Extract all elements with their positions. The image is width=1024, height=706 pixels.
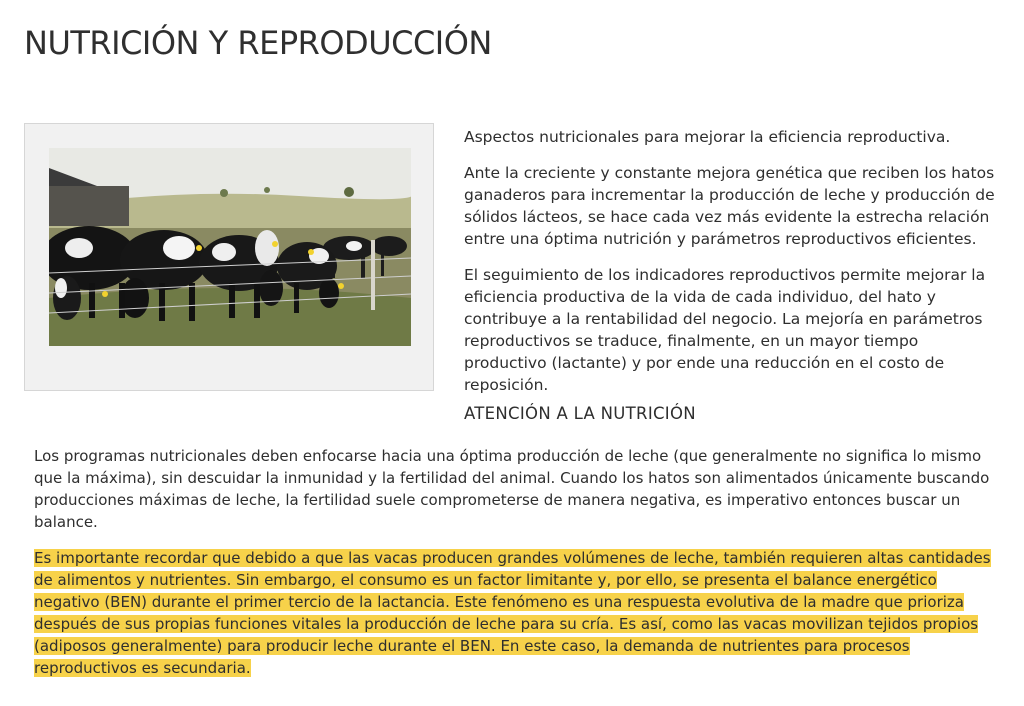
photo-frame	[24, 123, 434, 391]
section-body	[34, 445, 994, 693]
intro-paragraph-1: Ante la creciente y constante mejora genética que reciben los hatos ganaderos para incrementar la producción de leche y producción de sólidos lácteos, se hace cada vez más evidente la estrecha relación entre una óptima nutrición y parámetros reproductivos eficientes.	[464, 164, 995, 248]
section-heading: ATENCIÓN A LA NUTRICIÓN	[464, 404, 696, 423]
highlighted-text: Es importante recordar que debido a que las vacas producen grandes volúmenes de leche, también requieren altas cantidades de alimentos y nutrientes. Sin embargo, el consumo es un factor limitante y, por ello, se presenta el balance energético negativo (BEN) durante el primer tercio de la lactancia. Este fenómeno es una respuesta evolutiva de la madre que prioriza después de sus propias funciones vitales la producción de leche para su cría. Es así, como las vacas movilizan tejidos propios (adiposos generalmente) para producir leche durante el BEN. En este caso, la demanda de nutrientes para procesos reproductivos es secundaria.	[34, 549, 991, 677]
intro-column	[464, 126, 1004, 410]
intro-lead: Aspectos nutricionales para mejorar la eficiencia reproductiva.	[464, 128, 951, 146]
cows-photo	[49, 148, 411, 346]
section-paragraph-1: Los programas nutricionales deben enfocarse hacia una óptima producción de leche (que generalmente no significa lo mismo que la máxima), sin descuidar la inmunidad y la fertilidad del animal. Cuando los hatos son alimentados únicamente buscando producciones máximas de leche, la fertilidad suele comprometerse de manera negativa, es imperativo entonces buscar un balance.	[34, 447, 990, 531]
page-title: NUTRICIÓN Y REPRODUCCIÓN	[24, 24, 492, 62]
intro-paragraph-2: El seguimiento de los indicadores reproductivos permite mejorar la eficiencia productiva de la vida de cada individuo, del hato y contribuye a la rentabilidad del negocio. La mejoría en parámetros reproductivos se traduce, finalmente, en un mayor tiempo productivo (lactante) y por ende una reducción en el costo de reposición.	[464, 266, 986, 394]
section-paragraph-2	[34, 547, 994, 679]
